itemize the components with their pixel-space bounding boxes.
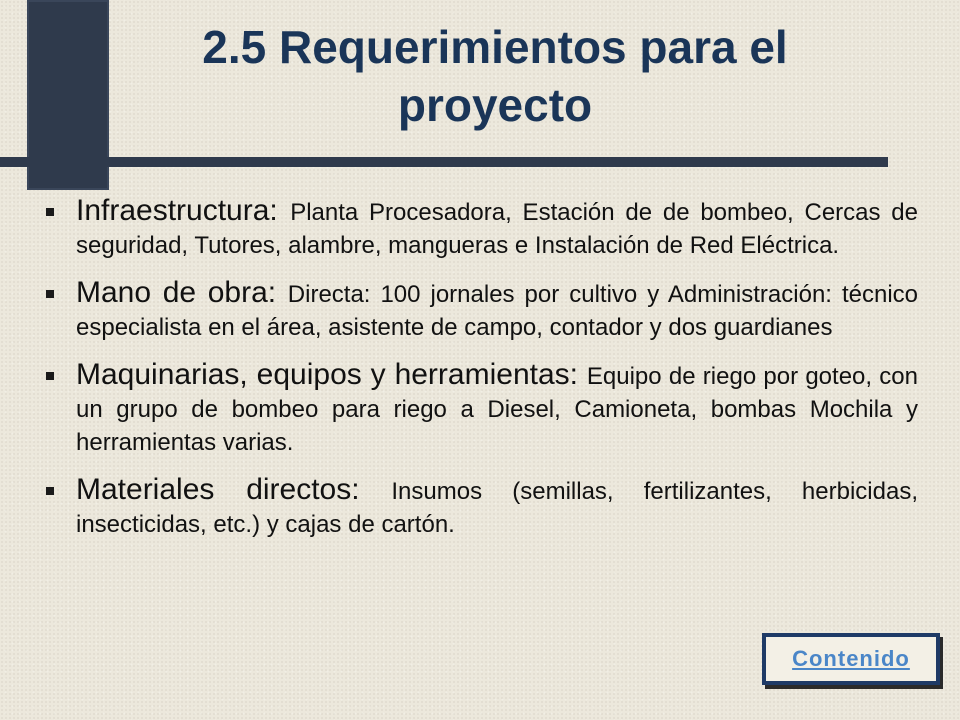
item-detail: Equipo de riego por goteo, con un grupo de bombeo para riego a Diesel, Camioneta, bombas Mochila y herramientas varias. — [76, 363, 918, 456]
item-lead: Infraestructura: — [76, 194, 291, 227]
square-bullet-icon — [46, 372, 54, 380]
square-bullet-icon — [46, 487, 54, 495]
requirements-list — [38, 194, 918, 555]
list-item-infraestructura — [38, 194, 918, 262]
item-detail: Directa: 100 jornales por cultivo y Administración: técnico especialista en el área, asistente de campo, contador y dos guardianes — [76, 281, 919, 341]
list-item-mano-de-obra — [38, 276, 918, 344]
item-lead: Maquinarias, equipos y herramientas: — [76, 358, 587, 391]
item-lead: Mano de obra: — [76, 276, 288, 309]
square-bullet-icon — [46, 208, 54, 216]
item-detail: Planta Procesadora, Estación de de bombeo, Cercas de seguridad, Tutores, alambre, mangueras e Instalación de Red Eléctrica. — [76, 199, 918, 259]
slide-title: 2.5 Requerimientos para el proyecto — [202, 21, 788, 131]
contenido-link[interactable]: Contenido — [792, 646, 910, 671]
item-detail: Insumos (semillas, fertilizantes, herbicidas, insecticidas, etc.) y cajas de cartón. — [76, 478, 918, 538]
list-item-maquinarias — [38, 358, 918, 459]
square-bullet-icon — [46, 290, 54, 298]
contenido-button[interactable] — [762, 633, 940, 685]
decorative-horizontal-bar — [0, 157, 888, 167]
item-lead: Materiales directos: — [76, 473, 392, 506]
list-item-materiales — [38, 473, 918, 541]
